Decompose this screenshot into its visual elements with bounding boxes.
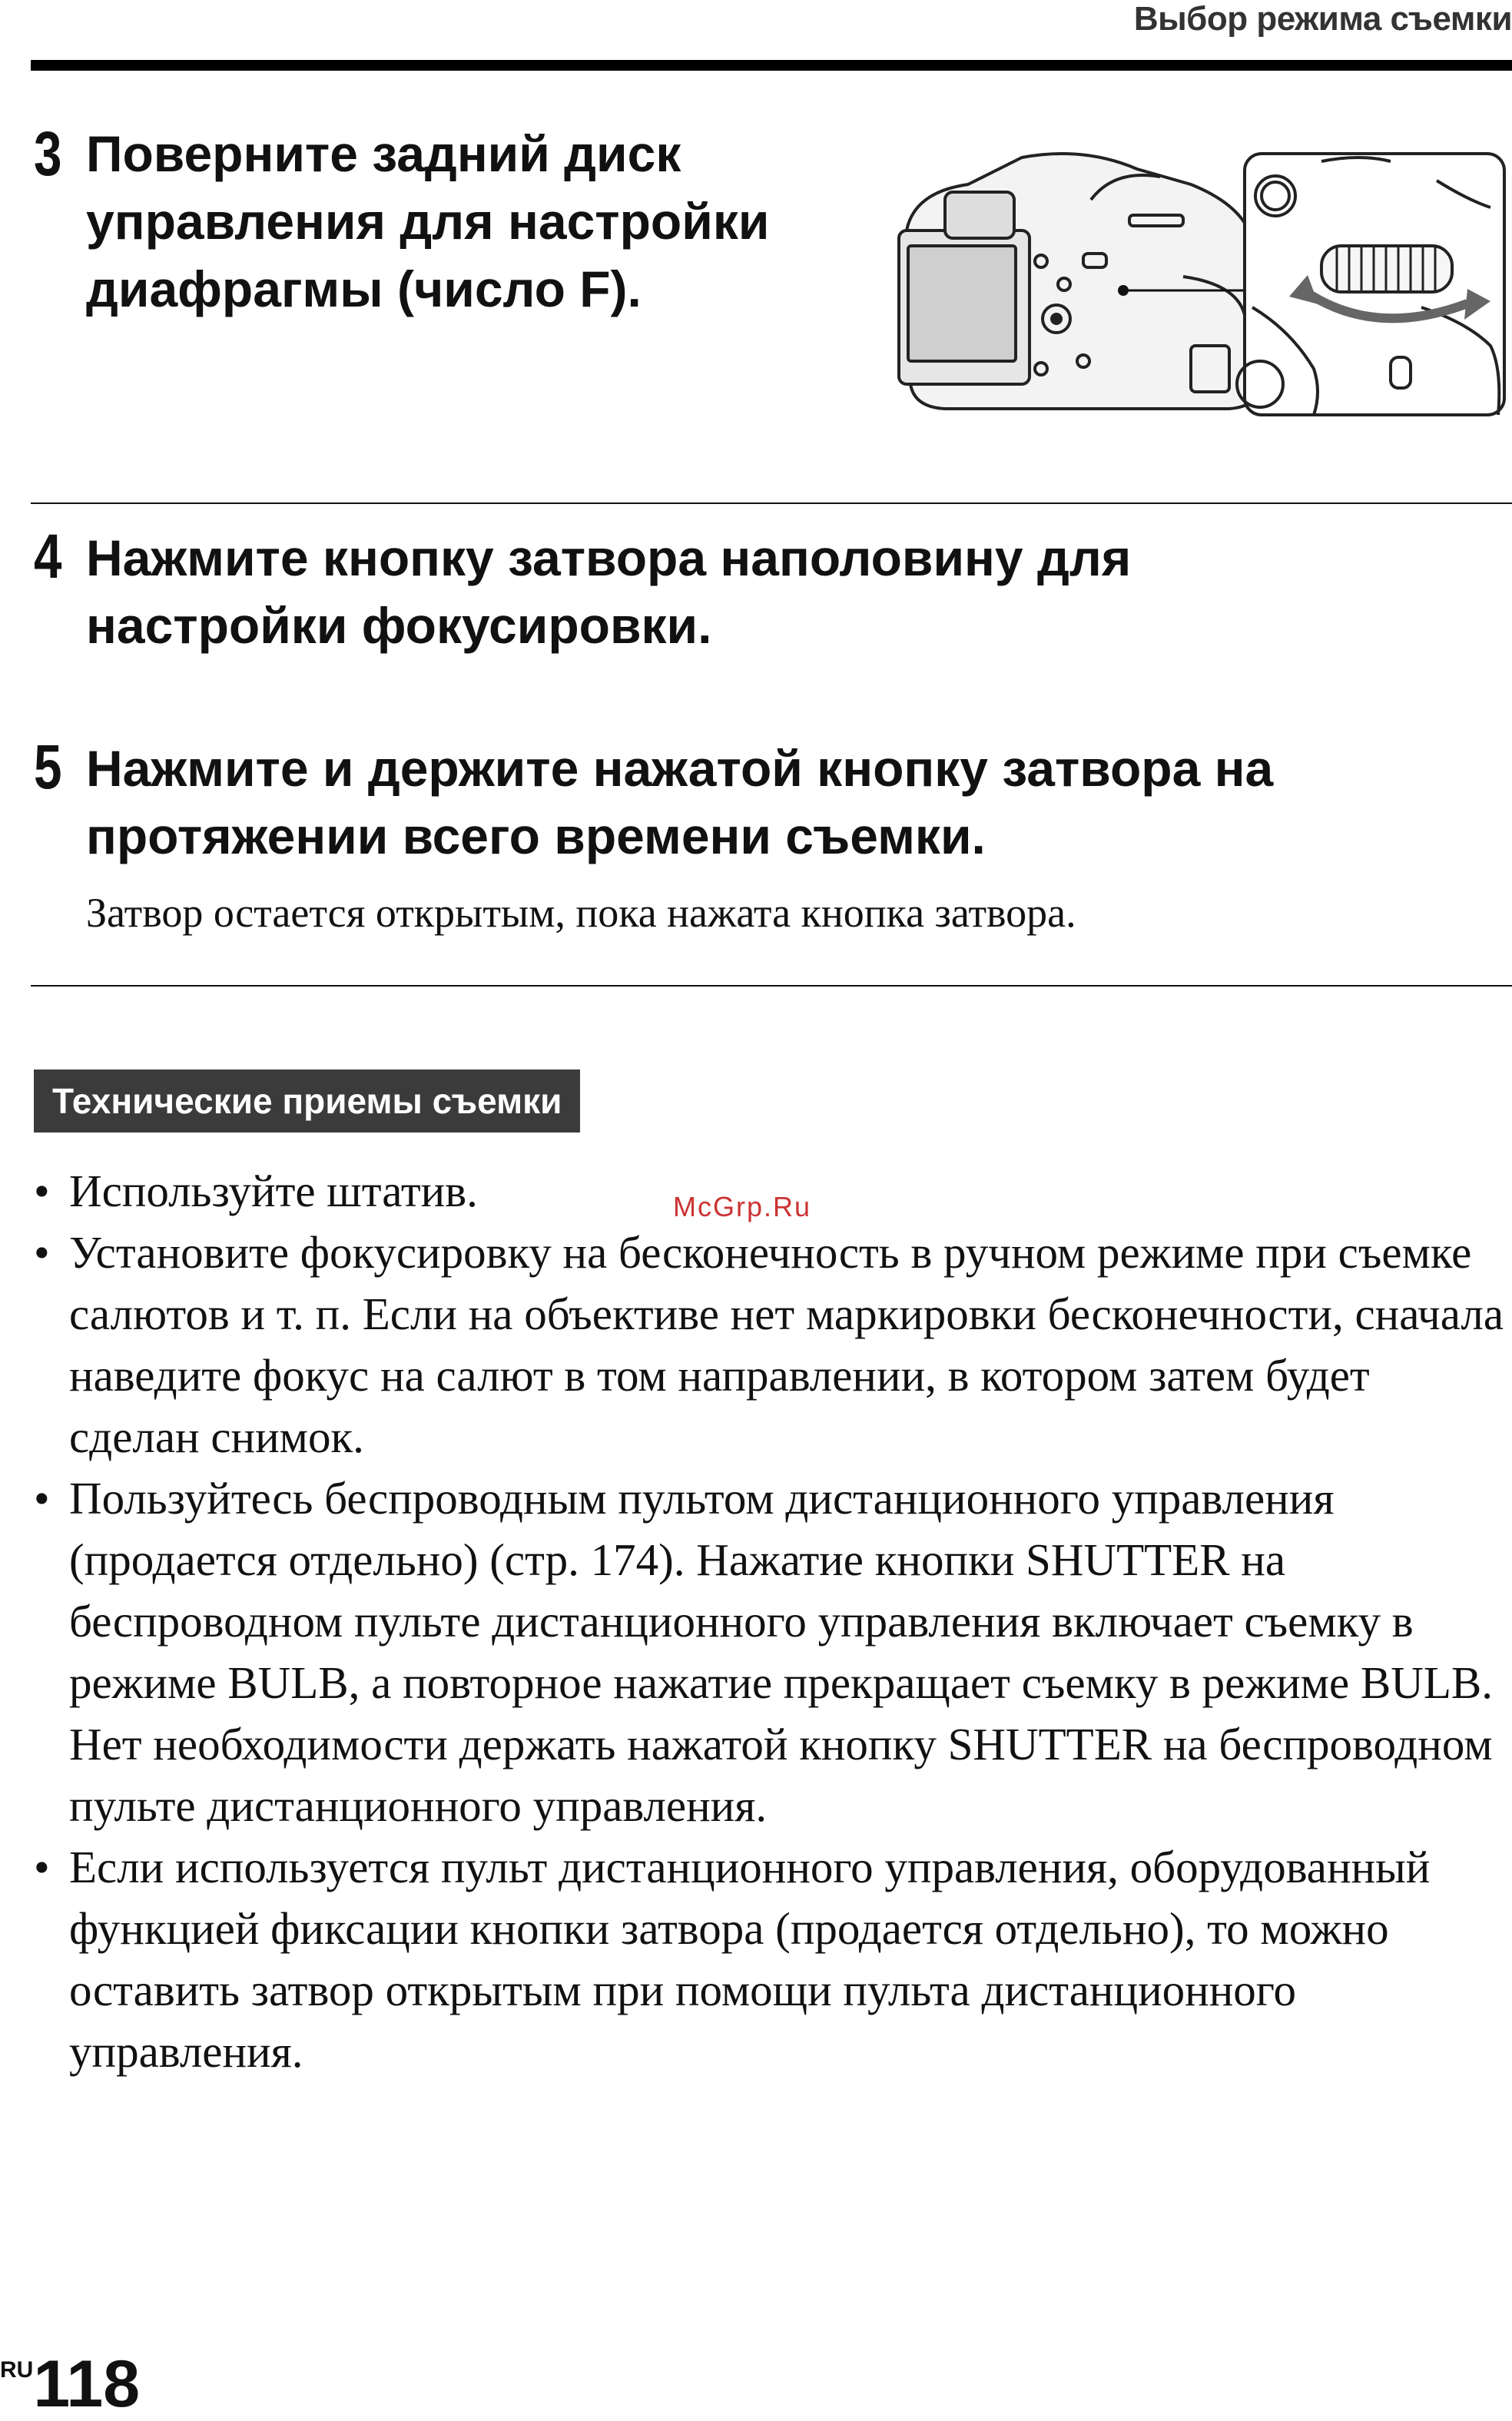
step-3-text: Поверните задний диск управления для настройки диафрагмы (число F). bbox=[86, 125, 770, 317]
divider-rule bbox=[31, 502, 1512, 504]
page-number bbox=[0, 2347, 141, 2421]
list-item bbox=[34, 1468, 1509, 1836]
language-code: RU bbox=[0, 2357, 34, 2383]
list-item bbox=[34, 1222, 1509, 1468]
page-number-value: 118 bbox=[33, 2347, 141, 2421]
tip-text: Пользуйтесь беспроводным пультом дистанционного управления (продается отдельно) (стр. 174). Нажатие кнопки SHUTTER на беспроводном пульте дистанционного управления включает съемку в режиме BULB, а повторное нажатие прекращает съемку в режиме BULB. Нет необходимости держать нажатой кнопку SHUTTER на беспроводном пульте дистанционного управления. bbox=[69, 1473, 1494, 1831]
camera-illustration bbox=[884, 138, 1512, 423]
tip-text: Используйте штатив. bbox=[69, 1166, 478, 1216]
watermark: McGrp.Ru bbox=[673, 1191, 812, 1222]
step-4-number: 4 bbox=[34, 522, 62, 592]
step-5-text: Нажмите и держите нажатой кнопку затвора на протяжении всего времени съемки. bbox=[86, 740, 1274, 864]
step-3-number: 3 bbox=[34, 119, 62, 189]
step-4-text: Нажмите кнопку затвора наполовину для настройки фокусировки. bbox=[86, 529, 1132, 654]
step-5-note: Затвор остается открытым, пока нажата кнопка затвора. bbox=[86, 890, 1076, 936]
bullet-icon: • bbox=[34, 1227, 50, 1278]
running-header: Выбор режима съемки bbox=[1133, 0, 1512, 38]
bullet-icon: • bbox=[34, 1166, 50, 1216]
list-item bbox=[34, 1836, 1509, 2082]
header-rule bbox=[31, 60, 1512, 71]
tip-text: Установите фокусировку на бесконечность в ручном режиме при съемке салютов и т. п. Если на объективе нет маркировки бесконечности, сначала наведите фокус на салют в том направлении, в котором затем будет сделан снимок. bbox=[69, 1227, 1504, 1462]
bullet-icon: • bbox=[34, 1473, 50, 1524]
tips-list bbox=[34, 1160, 1509, 2082]
bullet-icon: • bbox=[34, 1842, 50, 1892]
list-item bbox=[34, 1160, 1509, 1222]
divider-rule bbox=[31, 985, 1512, 987]
step-5-number: 5 bbox=[34, 732, 62, 802]
section-title-badge: Технические приемы съемки bbox=[34, 1070, 580, 1133]
tip-text: Если используется пульт дистанционного управления, оборудованный функцией фиксации кнопки затвора (продается отдельно), то можно оставить затвор открытым при помощи пульта дистанционного управления. bbox=[69, 1842, 1431, 2077]
